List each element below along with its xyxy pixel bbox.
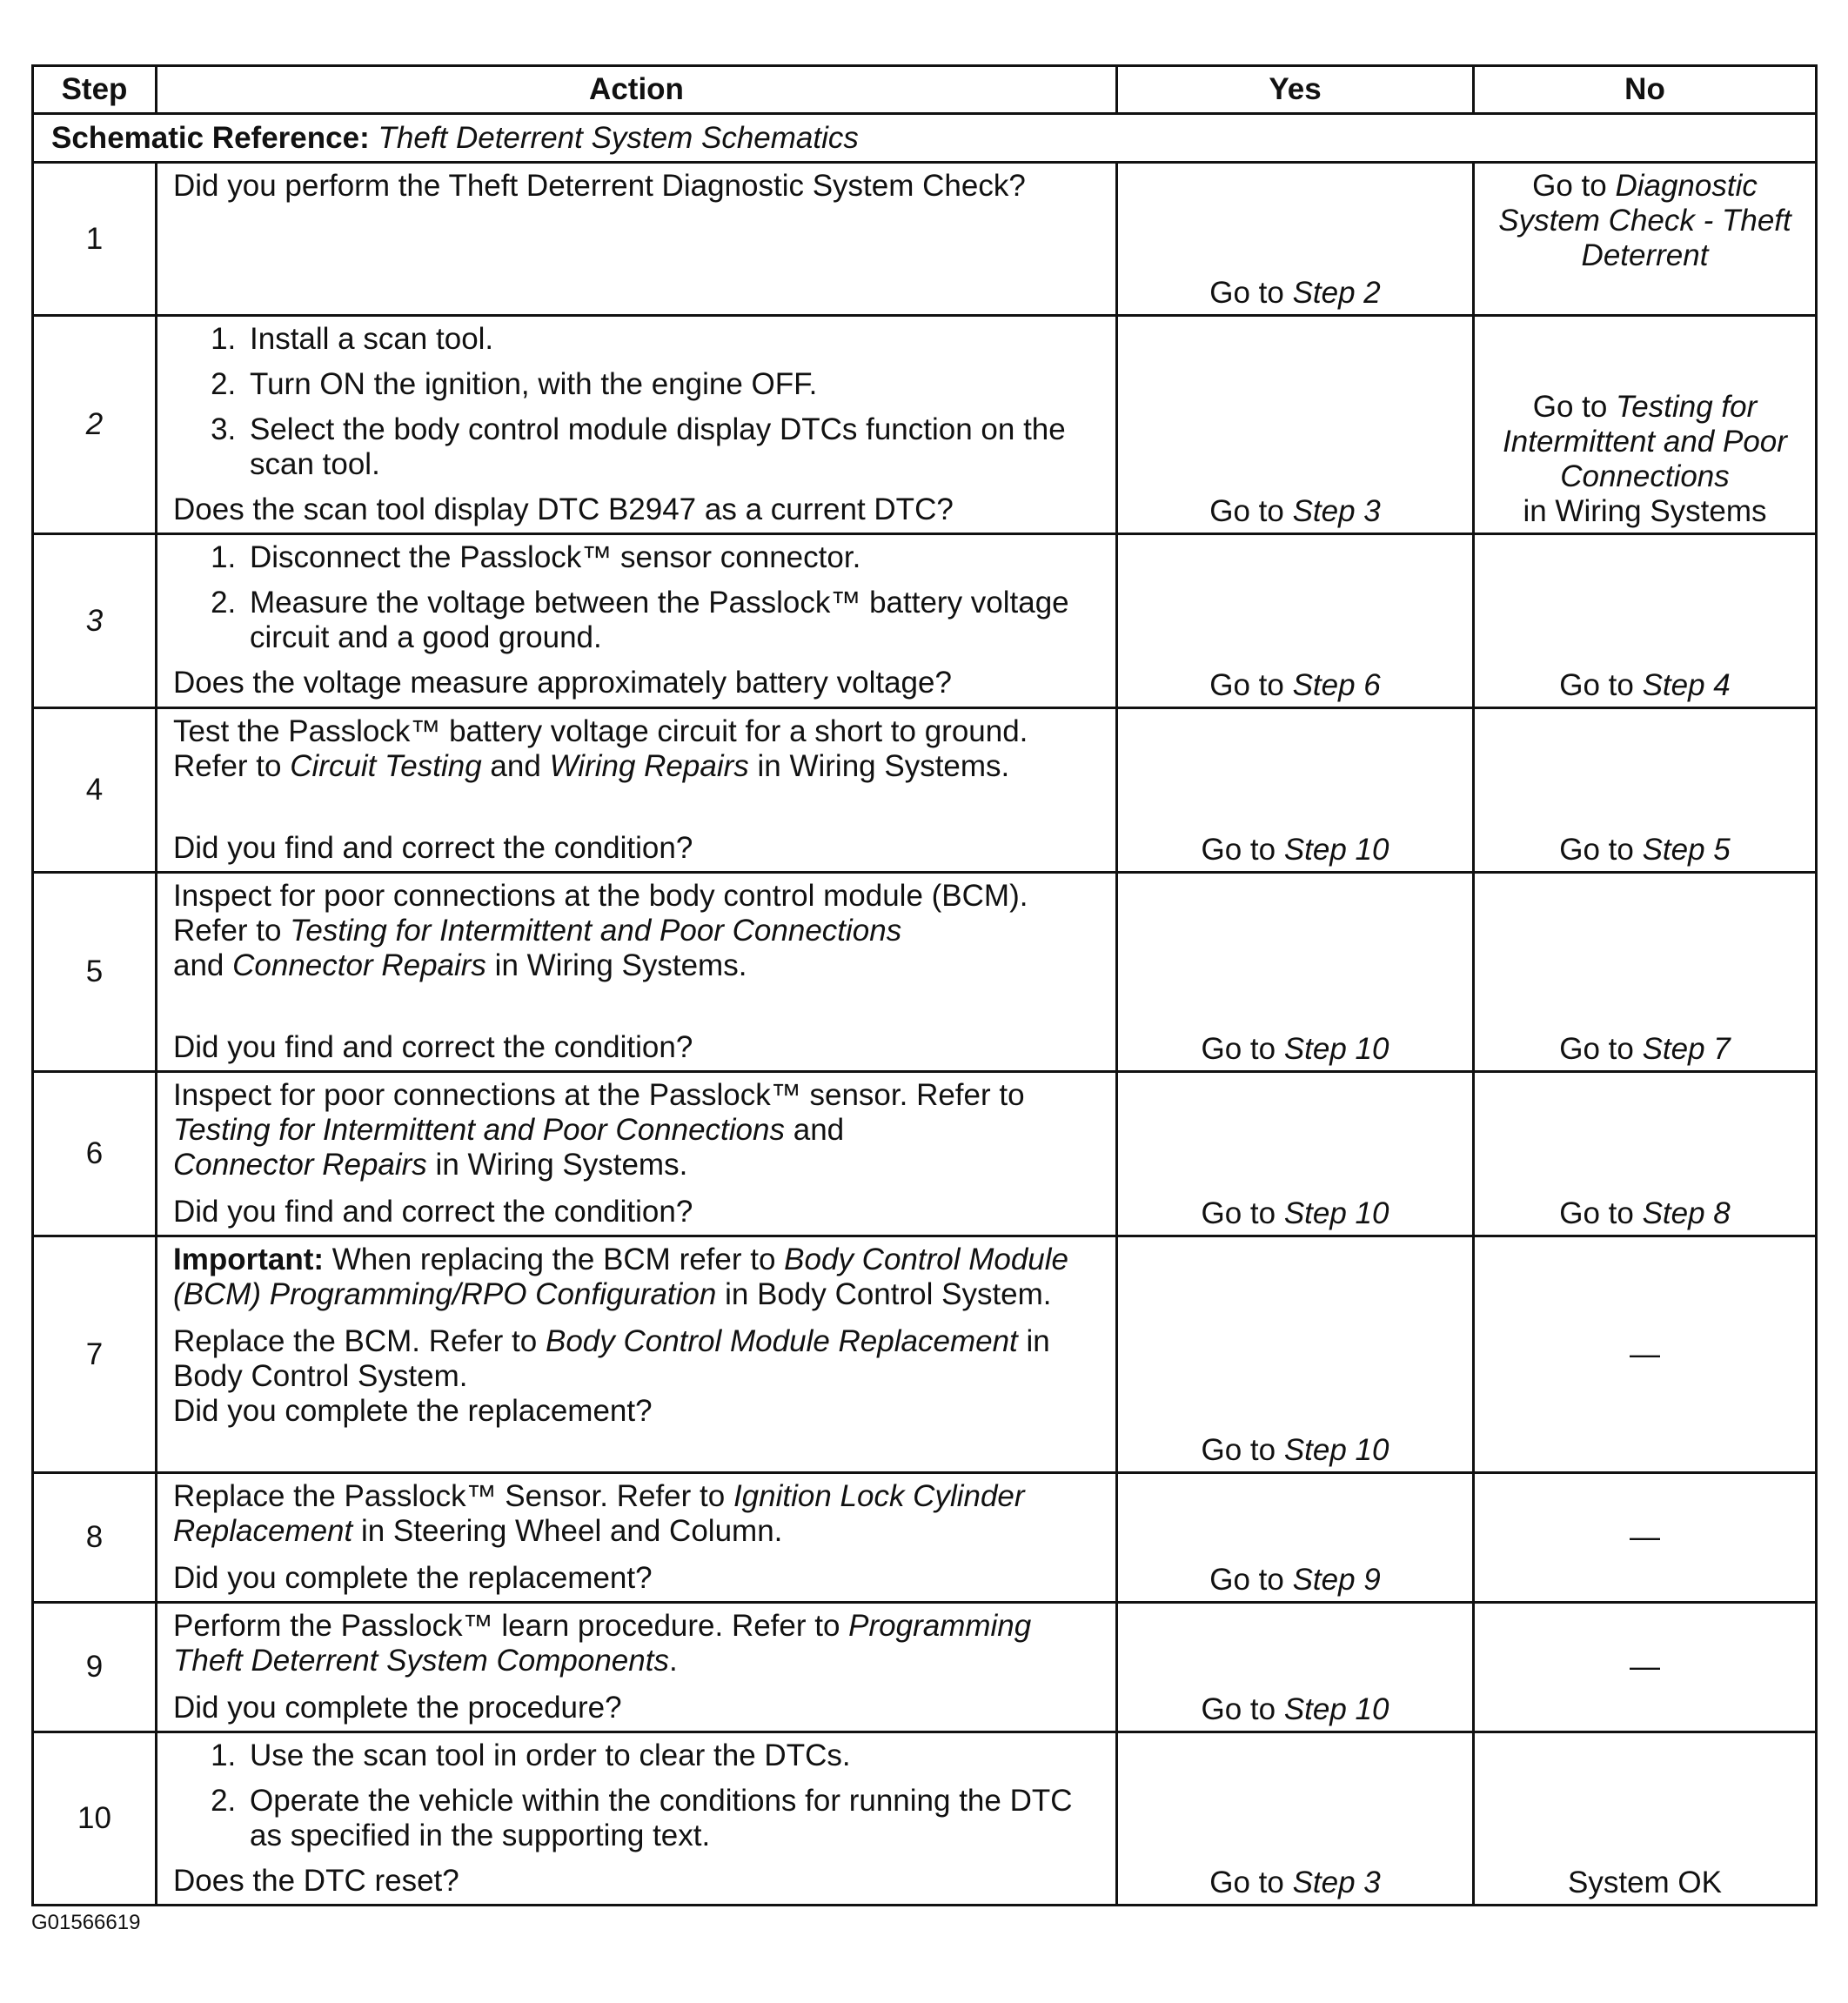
action-question: Does the voltage measure approximately battery voltage? — [173, 666, 952, 700]
yes-step-link[interactable]: Step 10 — [1283, 1433, 1389, 1467]
no-cell — [1474, 873, 1817, 1072]
no-cell — [1474, 708, 1817, 873]
doc-link[interactable]: Testing for Intermittent and Poor Connections — [173, 1113, 785, 1147]
instruction-item: 2. Turn ON the ignition, with the engine OFF. — [244, 367, 1100, 402]
no-link[interactable]: Testing for Intermittent and Poor Connections — [1503, 390, 1787, 493]
yes-prefix: Go to — [1209, 1866, 1293, 1899]
yes-prefix: Go to — [1209, 1563, 1293, 1597]
no-link[interactable]: Diagnostic System Check - Theft Deterrent — [1498, 169, 1791, 272]
instruction-item: 3. Select the body control module display DTCs function on the scan tool. — [244, 412, 1100, 482]
text-run: and — [481, 749, 550, 783]
text-run: Replace the Passlock™ Sensor. Refer to — [173, 1479, 733, 1513]
step-number: 5 — [33, 873, 157, 1072]
action-cell — [157, 1473, 1117, 1603]
action-text — [173, 1324, 1100, 1394]
header-row — [33, 66, 1817, 114]
action-text — [173, 1479, 1100, 1549]
yes-cell — [1117, 1732, 1474, 1906]
action-question: Did you find and correct the condition? — [173, 1195, 693, 1229]
text-run: in Wiring Systems. — [485, 948, 747, 982]
instruction-item: 1. Install a scan tool. — [244, 322, 1100, 357]
text-run: in Body Control System. — [716, 1277, 1052, 1311]
action-cell — [157, 1236, 1117, 1473]
yes-cell — [1117, 1603, 1474, 1732]
yes-prefix: Go to — [1201, 1692, 1284, 1726]
action-cell — [157, 163, 1117, 316]
yes-cell — [1117, 1072, 1474, 1236]
instruction-item: 2. Measure the voltage between the Passlock™ battery voltage circuit and a good ground. — [244, 586, 1100, 655]
no-cell — [1474, 534, 1817, 708]
table-row — [33, 873, 1817, 1072]
diagnostic-table — [31, 64, 1818, 1906]
important-note — [173, 1243, 1100, 1312]
table-row — [33, 163, 1817, 316]
table-row — [33, 1236, 1817, 1473]
no-step-link[interactable]: Step 5 — [1642, 833, 1731, 867]
header-step: Step — [33, 66, 157, 114]
instruction-item: 1. Disconnect the Passlock™ sensor connector. — [244, 540, 1100, 575]
step-number: 4 — [33, 708, 157, 873]
figure-id: G01566619 — [31, 1911, 141, 1934]
no-cell — [1474, 316, 1817, 534]
table-row — [33, 708, 1817, 873]
table-row — [33, 534, 1817, 708]
step-number: 9 — [33, 1603, 157, 1732]
instruction-list — [173, 322, 1100, 482]
action-question: Does the DTC reset? — [173, 1864, 459, 1898]
yes-step-link[interactable]: Step 6 — [1292, 668, 1381, 702]
doc-link[interactable]: Programming Theft Deterrent System Components — [173, 1609, 1032, 1678]
instruction-list — [173, 1738, 1100, 1853]
yes-step-link[interactable]: Step 2 — [1292, 276, 1381, 310]
text-run: Perform the Passlock™ learn procedure. Refer to — [173, 1609, 849, 1643]
action-cell — [157, 873, 1117, 1072]
action-cell — [157, 316, 1117, 534]
yes-prefix: Go to — [1201, 1032, 1284, 1066]
no-step-link[interactable]: Step 7 — [1642, 1032, 1731, 1066]
yes-step-link[interactable]: Step 10 — [1283, 1196, 1389, 1230]
text-run: Test the Passlock™ battery voltage circuit for a short to ground. Refer to — [173, 714, 1028, 783]
yes-prefix: Go to — [1201, 833, 1284, 867]
doc-link[interactable]: Body Control Module Replacement — [545, 1324, 1018, 1358]
doc-link[interactable]: Ignition Lock Cylinder Replacement — [173, 1479, 1025, 1548]
step-number: 8 — [33, 1473, 157, 1603]
schematic-label: Schematic Reference: — [51, 120, 370, 155]
action-cell — [157, 1732, 1117, 1906]
yes-step-link[interactable]: Step 10 — [1283, 1032, 1389, 1066]
text-run: in Steering Wheel and Column. — [352, 1514, 783, 1548]
doc-link[interactable]: Circuit Testing — [290, 749, 482, 783]
action-question: Did you complete the replacement? — [173, 1561, 653, 1595]
step-number: 3 — [33, 534, 157, 708]
text-run: in Wiring Systems. — [748, 749, 1010, 783]
schematic-reference — [33, 114, 1817, 163]
action-cell — [157, 708, 1117, 873]
text-run: and — [785, 1113, 845, 1147]
doc-link[interactable]: Wiring Repairs — [549, 749, 749, 783]
no-prefix: Go to — [1559, 1032, 1643, 1066]
header-action: Action — [157, 66, 1117, 114]
action-text — [173, 879, 1100, 983]
text-run: Replace the BCM. Refer to — [173, 1324, 546, 1358]
yes-prefix: Go to — [1201, 1433, 1284, 1467]
action-question: Did you perform the Theft Deterrent Diagnostic System Check? — [173, 169, 1026, 203]
no-prefix: Go to — [1532, 390, 1617, 424]
instruction-list — [173, 540, 1100, 655]
table-row — [33, 1603, 1817, 1732]
action-question: Did you complete the replacement? — [173, 1394, 653, 1428]
action-cell — [157, 1072, 1117, 1236]
header-yes: Yes — [1117, 66, 1474, 114]
text-run: in Wiring Systems. — [426, 1148, 688, 1182]
action-question: Did you find and correct the condition? — [173, 1030, 693, 1064]
no-step-link[interactable]: Step 4 — [1642, 668, 1731, 702]
yes-cell — [1117, 873, 1474, 1072]
yes-prefix: Go to — [1209, 494, 1293, 528]
text-run: in Body Control System. — [173, 1324, 1050, 1393]
no-step-link[interactable]: Step 8 — [1642, 1196, 1731, 1230]
step-number: 2 — [33, 316, 157, 534]
yes-prefix: Go to — [1209, 276, 1293, 310]
step-number: 10 — [33, 1732, 157, 1906]
yes-cell — [1117, 316, 1474, 534]
schematic-row — [33, 114, 1817, 163]
table-row — [33, 1072, 1817, 1236]
yes-cell — [1117, 534, 1474, 708]
header-no: No — [1474, 66, 1817, 114]
table-row — [33, 316, 1817, 534]
yes-prefix: Go to — [1201, 1196, 1284, 1230]
action-question: Did you complete the procedure? — [173, 1691, 622, 1725]
no-prefix: Go to — [1559, 668, 1643, 702]
yes-step-link[interactable]: Step 3 — [1292, 1866, 1381, 1899]
important-label: Important: — [173, 1243, 325, 1276]
no-cell: — — [1474, 1236, 1817, 1473]
yes-cell — [1117, 1473, 1474, 1603]
instruction-item: 2. Operate the vehicle within the conditions for running the DTC as specified in the supporting text. — [244, 1784, 1100, 1853]
no-cell — [1474, 1072, 1817, 1236]
schematic-link[interactable]: Theft Deterrent System Schematics — [378, 120, 859, 155]
yes-cell — [1117, 1236, 1474, 1473]
yes-cell — [1117, 708, 1474, 873]
no-prefix: Go to — [1559, 1196, 1643, 1230]
doc-link[interactable]: Connector Repairs — [232, 948, 486, 982]
action-text — [173, 714, 1100, 784]
no-prefix: Go to — [1532, 169, 1616, 203]
step-number: 1 — [33, 163, 157, 316]
yes-step-link[interactable]: Step 10 — [1283, 1692, 1389, 1726]
step-number: 6 — [33, 1072, 157, 1236]
no-suffix: in Wiring Systems — [1523, 494, 1767, 528]
doc-link[interactable]: Body Control Module (BCM) Programming/RPO Configuration — [173, 1243, 1069, 1311]
table-row — [33, 1732, 1817, 1906]
instruction-item: 1. Use the scan tool in order to clear the DTCs. — [244, 1738, 1100, 1773]
no-cell: System OK — [1474, 1732, 1817, 1906]
yes-cell — [1117, 163, 1474, 316]
step-number: 7 — [33, 1236, 157, 1473]
doc-link[interactable]: Testing for Intermittent and Poor Connections — [290, 914, 902, 948]
no-cell — [1474, 163, 1817, 316]
action-question: Did you find and correct the condition? — [173, 831, 693, 865]
action-question: Does the scan tool display DTC B2947 as a current DTC? — [173, 492, 954, 526]
action-cell — [157, 534, 1117, 708]
action-text — [173, 1609, 1100, 1678]
yes-step-link[interactable]: Step 9 — [1292, 1563, 1381, 1597]
yes-step-link[interactable]: Step 10 — [1283, 833, 1389, 867]
doc-link[interactable]: Connector Repairs — [173, 1148, 427, 1182]
no-cell: — — [1474, 1473, 1817, 1603]
no-prefix: Go to — [1559, 833, 1643, 867]
text-run: Inspect for poor connections at the body control module (BCM). Refer to — [173, 879, 1028, 948]
action-text — [173, 1078, 1100, 1182]
table-row — [33, 1473, 1817, 1603]
yes-step-link[interactable]: Step 3 — [1292, 494, 1381, 528]
text-run: When replacing the BCM refer to — [324, 1243, 785, 1276]
text-run: Inspect for poor connections at the Passlock™ sensor. Refer to — [173, 1078, 1025, 1112]
action-cell — [157, 1603, 1117, 1732]
text-run: and — [173, 948, 233, 982]
text-run: . — [668, 1644, 678, 1678]
no-cell: — — [1474, 1603, 1817, 1732]
yes-prefix: Go to — [1209, 668, 1293, 702]
